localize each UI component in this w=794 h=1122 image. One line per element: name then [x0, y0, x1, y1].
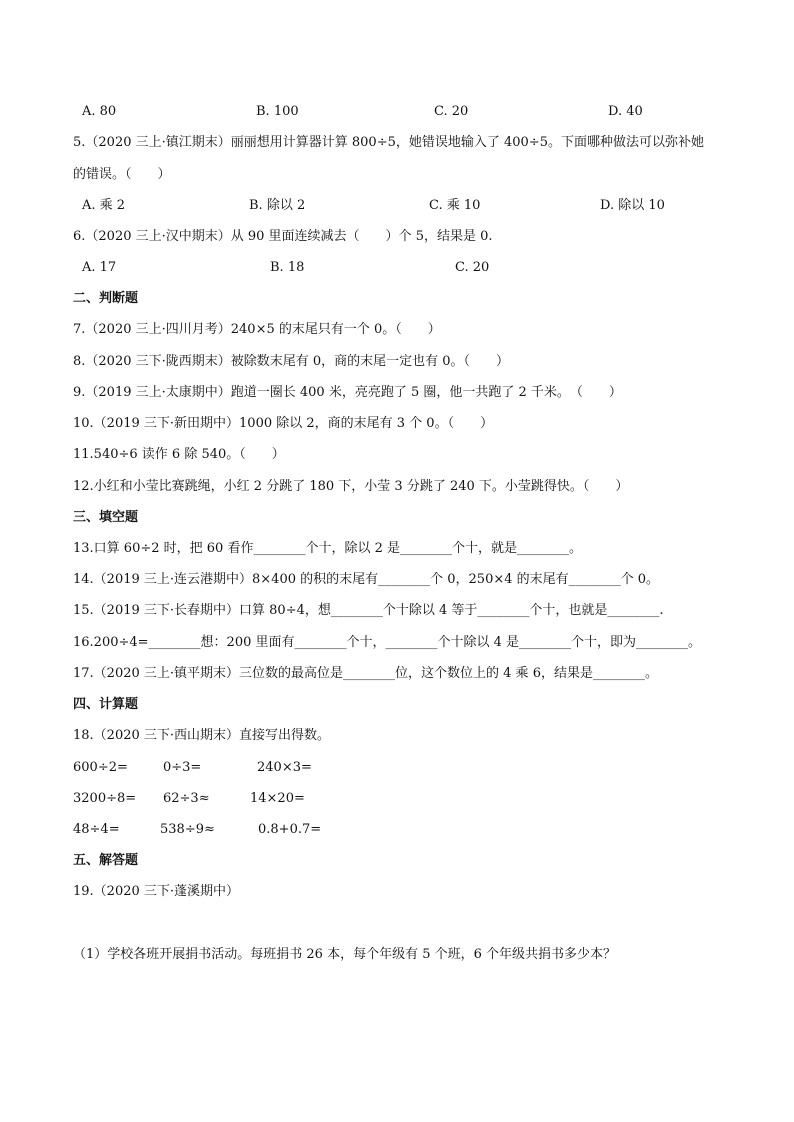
q16-text: 16.200÷4=________想：200 里面有________个十，________个十除以 4 是________个十，即为________。 — [73, 635, 702, 650]
q10-text: 10.（2019 三下·新田期中）1000 除以 2，商的末尾有 3 个 0。（ ） — [73, 416, 494, 431]
section-heading-solve: 五、解答题 — [73, 853, 139, 868]
q5-option-a: A. 乘 2 — [82, 198, 126, 213]
calc-item: 538÷9≈ — [160, 822, 215, 837]
q6-option-c: C. 20 — [455, 260, 490, 275]
section-heading-calculation: 四、计算题 — [73, 697, 139, 712]
calc-item: 0÷3= — [163, 760, 202, 775]
q4-option-d: D. 40 — [608, 104, 643, 119]
q5-text-line1: 5.（2020 三上·镇江期末）丽丽想用计算器计算 800÷5，她错误地输入了 400÷5。下面哪种做法可以弥补她 — [73, 135, 704, 150]
q6-option-b: B. 18 — [270, 260, 305, 275]
q11-text: 11.540÷6 读作 6 除 540。（ ） — [73, 447, 285, 462]
q14-text: 14.（2019 三上·连云港期中）8×400 的积的末尾有________个 0，250×4 的末尾有________个 0。 — [73, 572, 660, 587]
q19-sub1-text: （1）学校各班开展捐书活动。每班捐书 26 本，每个年级有 5 个班，6 个年级共捐书多少本？ — [73, 947, 617, 962]
q5-option-c: C. 乘 10 — [429, 198, 481, 213]
q5-option-d: D. 除以 10 — [600, 198, 665, 213]
q9-text: 9.（2019 三上·太康期中）跑道一圈长 400 米，亮亮跑了 5 圈，他一共跑了 2 千米。 （ ） — [73, 385, 622, 400]
q13-text: 13.口算 60÷2 时，把 60 看作________个十，除以 2 是________个十，就是________。 — [73, 541, 582, 556]
calc-item: 240×3= — [257, 760, 312, 775]
q15-text: 15.（2019 三下·长春期中）口算 80÷4，想________个十除以 4 等于________个十，也就是________. — [73, 603, 664, 618]
q6-option-a: A. 17 — [82, 260, 117, 275]
calc-item: 3200÷8= — [73, 791, 137, 806]
q7-text: 7.（2020 三上·四川月考）240×5 的末尾只有一个 0。（ ） — [73, 322, 441, 337]
calc-item: 0.8+0.7= — [258, 822, 322, 837]
section-heading-fill-blank: 三、填空题 — [73, 510, 139, 525]
calc-item: 600÷2= — [73, 760, 128, 775]
q18-text: 18.（2020 三下·西山期末）直接写出得数。 — [73, 728, 331, 743]
q12-text: 12.小红和小莹比赛跳绳，小红 2 分跳了 180 下，小莹 3 分跳了 240 下。小莹跳得快。（ ） — [73, 479, 629, 494]
q4-option-c: C. 20 — [434, 104, 469, 119]
section-heading-judgement: 二、判断题 — [73, 291, 139, 306]
q4-option-a: A. 80 — [82, 104, 117, 119]
q4-option-b: B. 100 — [256, 104, 299, 119]
q5-option-b: B. 除以 2 — [249, 198, 306, 213]
q5-text-line2: 的错误。（ ） — [73, 167, 171, 182]
q17-text: 17.（2020 三上·镇平期末）三位数的最高位是________位，这个数位上的 4 乘 6，结果是________。 — [73, 666, 658, 681]
calc-item: 62÷3≈ — [163, 791, 210, 806]
q19-text: 19.（2020 三下·蓬溪期中） — [73, 884, 240, 899]
calc-item: 48÷4= — [73, 822, 120, 837]
calc-item: 14×20= — [250, 791, 305, 806]
q8-text: 8.（2020 三下·陇西期末）被除数末尾有 0，商的末尾一定也有 0。（ ） — [73, 354, 510, 369]
q6-text: 6.（2020 三上·汉中期末）从 90 里面连续减去（ ）个 5，结果是 0. — [73, 229, 493, 244]
